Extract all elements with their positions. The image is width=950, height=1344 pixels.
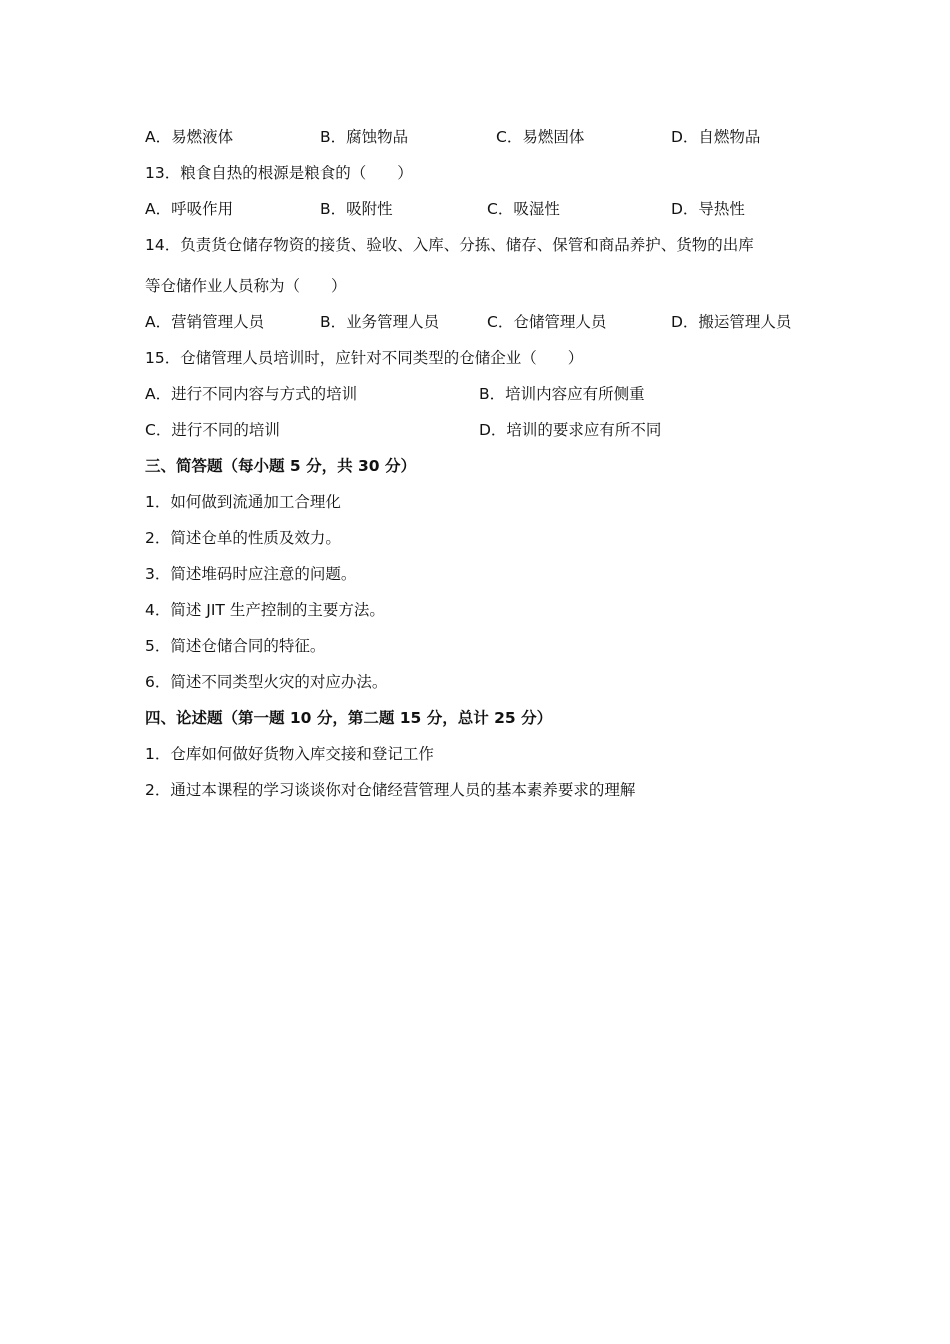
section3-item: 3．简述堆码时应注意的问题。 xyxy=(145,565,357,583)
q14-stem-line1: 14．负责货仓储存物资的接货、验收、入库、分拣、储存、保管和商品养护、货物的出库 xyxy=(145,236,754,254)
section4-item: 1．仓库如何做好货物入库交接和登记工作 xyxy=(145,745,434,763)
q12-option-b: B．腐蚀物品 xyxy=(320,128,409,146)
section3-item: 6．简述不同类型火灾的对应办法。 xyxy=(145,673,388,691)
q13-option-d: D．导热性 xyxy=(671,200,745,218)
q14-option-d: D．搬运管理人员 xyxy=(671,313,792,331)
q14-option-c: C．仓储管理人员 xyxy=(487,313,607,331)
section3-item: 5．简述仓储合同的特征。 xyxy=(145,637,326,655)
section3-item: 1．如何做到流通加工合理化 xyxy=(145,493,341,511)
section4-heading: 四、论述题（第一题 10 分，第二题 15 分，总计 25 分） xyxy=(145,709,553,727)
q13-option-c: C．吸湿性 xyxy=(487,200,560,218)
section3-item: 4．简述 JIT 生产控制的主要方法。 xyxy=(145,601,385,619)
q15-stem: 15．仓储管理人员培训时，应针对不同类型的仓储企业（ ） xyxy=(145,349,584,367)
q12-option-d: D．自燃物品 xyxy=(671,128,761,146)
q13-option-b: B．吸附性 xyxy=(320,200,393,218)
q15-option-b: B．培训内容应有所侧重 xyxy=(479,385,645,403)
section3-item: 2．简述仓单的性质及效力。 xyxy=(145,529,341,547)
q12-option-c: C．易燃固体 xyxy=(496,128,585,146)
section4-item: 2．通过本课程的学习谈谈你对仓储经营管理人员的基本素养要求的理解 xyxy=(145,781,636,799)
q14-stem-line2: 等仓储作业人员称为（ ） xyxy=(145,277,347,295)
q15-option-d: D．培训的要求应有所不同 xyxy=(479,421,662,439)
q13-stem: 13．粮食自热的根源是粮食的（ ） xyxy=(145,164,413,182)
section3-heading: 三、简答题（每小题 5 分，共 30 分） xyxy=(145,457,416,475)
q14-option-b: B．业务管理人员 xyxy=(320,313,440,331)
q15-option-c: C．进行不同的培训 xyxy=(145,421,280,439)
q12-option-a: A．易燃液体 xyxy=(145,128,234,146)
q15-option-a: A．进行不同内容与方式的培训 xyxy=(145,385,358,403)
q13-option-a: A．呼吸作用 xyxy=(145,200,234,218)
q14-option-a: A．营销管理人员 xyxy=(145,313,265,331)
